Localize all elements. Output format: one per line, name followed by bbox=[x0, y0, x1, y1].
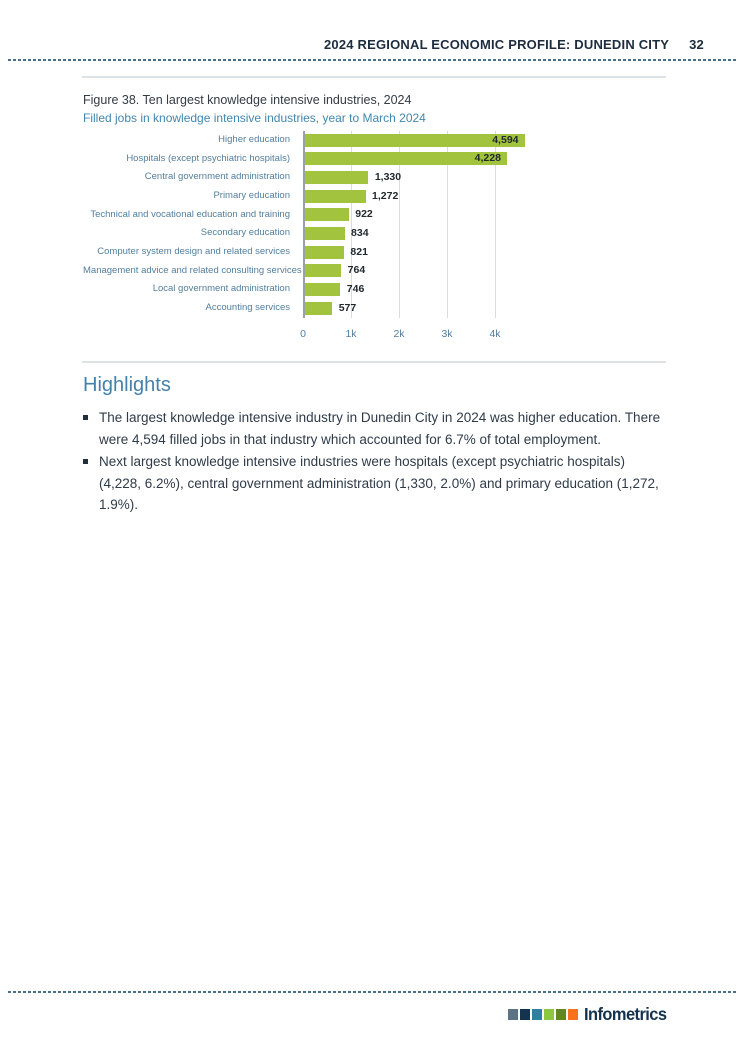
footer-divider bbox=[8, 991, 738, 993]
bar-value-label: 577 bbox=[338, 301, 357, 314]
chart-bar bbox=[305, 171, 369, 184]
bar-value-label: 4,228 bbox=[474, 152, 501, 165]
category-label: Computer system design and related services bbox=[97, 245, 290, 257]
bar-value-label: 764 bbox=[347, 264, 366, 277]
chart-bar bbox=[305, 208, 349, 221]
section-divider-top bbox=[82, 76, 666, 78]
chart-bar bbox=[305, 227, 345, 240]
header-title: 2024 REGIONAL ECONOMIC PROFILE: DUNEDIN CITY bbox=[323, 37, 670, 52]
chart-bar bbox=[305, 283, 341, 296]
page-number: 32 bbox=[689, 37, 704, 52]
bar-value-label: 746 bbox=[346, 283, 365, 295]
bullet-square-icon bbox=[83, 459, 88, 464]
bar-value-label: 1,330 bbox=[374, 171, 402, 184]
bar-value-label: 4,594 bbox=[492, 133, 519, 146]
infometrics-logo bbox=[508, 1004, 672, 1025]
highlights-heading: Highlights bbox=[83, 374, 171, 396]
chart-bar bbox=[305, 246, 344, 259]
bullet-text: Next largest knowledge intensive industries were hospitals (except psychiatric hospitals) (4,228, 6.2%), central government administration (1,330, 2.0%) and primary education (1,272, 1.9%). bbox=[99, 454, 659, 512]
figure-subtitle: Filled jobs in knowledge intensive industries, year to March 2024 bbox=[83, 111, 426, 125]
section-divider-bottom bbox=[82, 361, 666, 363]
logo-square bbox=[556, 1009, 567, 1020]
category-label: Higher education bbox=[218, 134, 290, 145]
highlights-list bbox=[83, 407, 661, 517]
logo-square bbox=[544, 1009, 555, 1020]
category-label: Secondary education bbox=[200, 227, 290, 239]
category-label: Central government administration bbox=[144, 171, 290, 183]
chart-bar bbox=[305, 302, 333, 315]
category-label: Technical and vocational education and training bbox=[90, 208, 290, 220]
category-label: Hospitals (except psychiatric hospitals) bbox=[126, 152, 290, 164]
highlight-bullet bbox=[83, 451, 661, 516]
logo-wordmark: Infometrics bbox=[584, 1004, 667, 1024]
logo-square bbox=[520, 1009, 531, 1020]
chart-bar bbox=[305, 264, 342, 277]
page-header bbox=[324, 37, 704, 52]
logo-square bbox=[508, 1009, 519, 1020]
bar-value-label: 821 bbox=[350, 245, 368, 258]
logo-square bbox=[532, 1009, 543, 1020]
x-axis-tick-label: 4k bbox=[489, 328, 501, 340]
chart-bar bbox=[305, 190, 366, 203]
bullet-square-icon bbox=[83, 415, 88, 420]
x-axis-tick-label: 0 bbox=[300, 328, 306, 340]
x-axis-tick-label: 2k bbox=[393, 328, 405, 340]
bullet-text: The largest knowledge intensive industry in Dunedin City in 2024 was higher education. There were 4,594 filled jobs in that industry which accounted for 6.7% of total employment. bbox=[99, 410, 661, 447]
x-axis-tick-label: 3k bbox=[441, 328, 453, 340]
bar-value-label: 1,272 bbox=[372, 189, 399, 202]
figure-title: Figure 38. Ten largest knowledge intensive industries, 2024 bbox=[83, 93, 412, 107]
category-label: Primary education bbox=[213, 189, 290, 201]
header-divider bbox=[8, 59, 738, 61]
highlight-bullet bbox=[83, 407, 661, 450]
category-label: Local government administration bbox=[152, 283, 290, 295]
category-label: Management advice and related consulting services bbox=[83, 264, 302, 276]
x-axis-tick-label: 1k bbox=[345, 328, 357, 340]
bar-chart bbox=[83, 131, 553, 343]
bar-value-label: 922 bbox=[355, 208, 373, 221]
bar-value-label: 834 bbox=[351, 227, 369, 240]
logo-square bbox=[568, 1009, 579, 1020]
logo-squares-icon bbox=[508, 1009, 579, 1020]
category-label: Accounting services bbox=[205, 301, 290, 313]
